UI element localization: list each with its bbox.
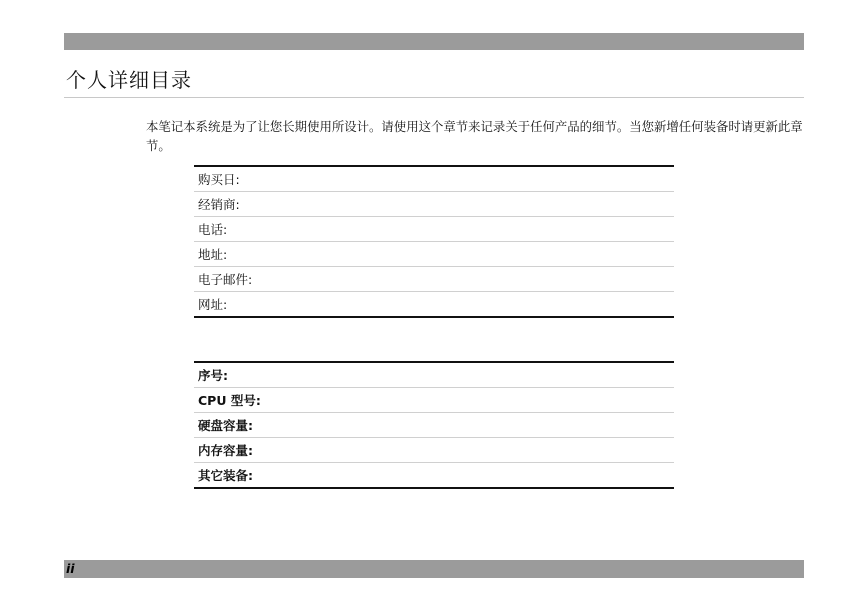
- purchase-info-table: [194, 165, 674, 318]
- page-title: 个人详细目录: [66, 68, 192, 92]
- website-row: 网址:: [198, 297, 228, 312]
- header-bar: [64, 33, 804, 50]
- other-equipment-row: 其它装备:: [198, 468, 253, 483]
- phone-row: 电话:: [194, 217, 674, 242]
- system-info-table: [194, 361, 674, 489]
- serial-number-row: 序号:: [194, 363, 674, 388]
- dealer-row: 经销商:: [194, 192, 674, 217]
- purchase-date-row: 购买日:: [194, 167, 674, 192]
- page-number: ii: [66, 561, 75, 576]
- cpu-model-row: CPU 型号:: [194, 388, 674, 413]
- address-row: 地址:: [194, 242, 674, 267]
- memory-row: 内存容量:: [194, 438, 674, 463]
- hard-disk-row: 硬盘容量:: [194, 413, 674, 438]
- intro-paragraph: 本笔记本系统是为了让您长期使用所设计。请使用这个章节来记录关于任何产品的细节。当您新增任何装备时请更新此章节。: [146, 119, 803, 153]
- footer-bar: [64, 560, 804, 578]
- email-row: 电子邮件:: [194, 267, 674, 292]
- title-divider: [64, 97, 804, 98]
